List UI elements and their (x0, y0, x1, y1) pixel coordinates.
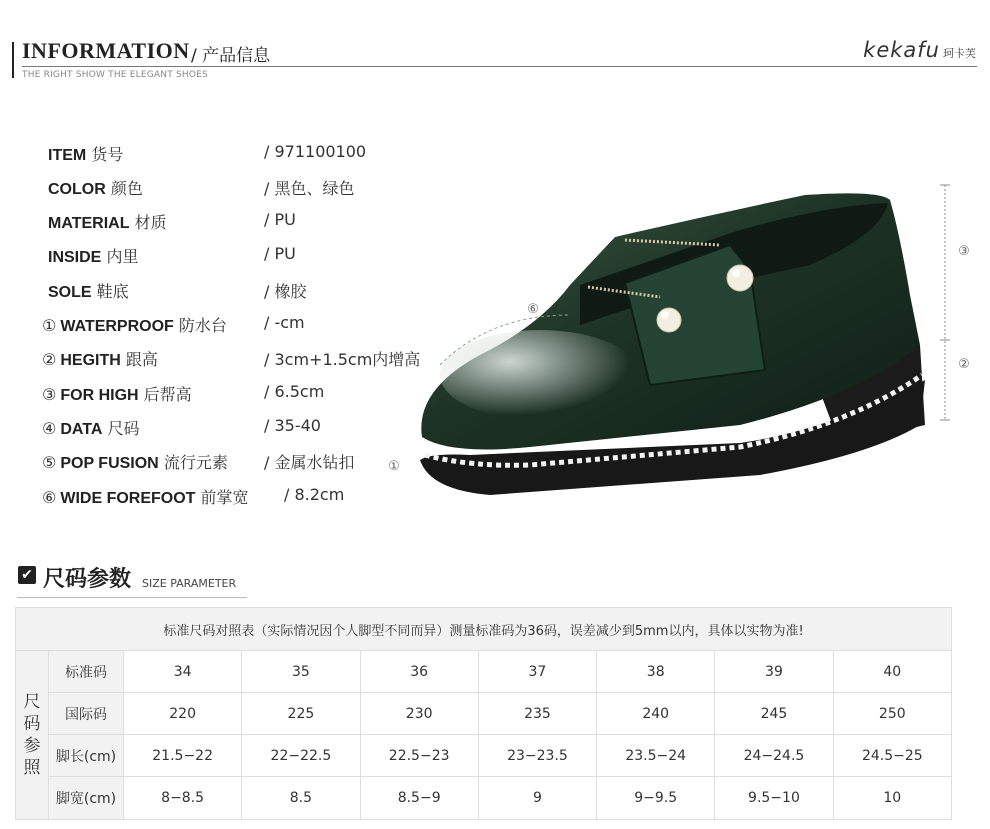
marker-1: ① (388, 459, 400, 474)
pearl-highlight (732, 269, 740, 277)
table-cell: 9 (478, 777, 596, 820)
table-cell: 250 (833, 693, 951, 735)
table-cell: 240 (597, 693, 715, 735)
size-table (15, 607, 952, 820)
info-value: / 971100100 (264, 142, 367, 161)
info-label: SOLE 鞋底 (48, 282, 129, 301)
table-cell: 8.5−9 (360, 777, 478, 820)
shoe-shine (440, 330, 640, 420)
row-header: 脚宽(cm) (49, 777, 124, 820)
table-cell: 225 (242, 693, 360, 735)
info-value: / PU (264, 210, 296, 229)
table-row (16, 693, 952, 735)
info-label: ⑤ POP FUSION 流行元素 (42, 453, 228, 472)
info-value: / 8.2cm (284, 485, 345, 504)
info-value: / 35-40 (264, 416, 321, 435)
info-label: ITEM 货号 (48, 145, 124, 164)
table-cell: 9.5−10 (715, 777, 833, 820)
info-label: INSIDE 内里 (48, 247, 139, 266)
size-table-note: 标准尺码对照表（实际情况因个人脚型不同而异）测量标准码为36码，误差减少到5mm以内，具体以实物为准! (16, 608, 952, 651)
pearl-highlight (661, 311, 669, 319)
table-cell: 245 (715, 693, 833, 735)
table-cell: 22.5−23 (360, 735, 478, 777)
size-section-divider (17, 597, 247, 598)
section-subtitle: THE RIGHT SHOW THE ELEGANT SHOES (22, 70, 208, 80)
table-cell: 24−24.5 (715, 735, 833, 777)
info-value: / -cm (264, 313, 305, 332)
table-cell: 37 (478, 651, 596, 693)
table-cell: 8.5 (242, 777, 360, 820)
info-label: COLOR 颜色 (48, 179, 143, 198)
section-title-cn: / 产品信息 (191, 46, 271, 66)
table-row (16, 651, 952, 693)
marker-2: ② (958, 357, 970, 372)
pearl-icon (727, 265, 753, 291)
marker-6: ⑥ (527, 302, 539, 317)
size-section-title: 尺码参数 (43, 567, 132, 592)
table-cell: 235 (478, 693, 596, 735)
checkbox-icon: ✔ (18, 566, 36, 584)
table-cell: 38 (597, 651, 715, 693)
info-label: ② HEGITH 跟高 (42, 350, 158, 369)
table-cell: 22−22.5 (242, 735, 360, 777)
table-cell: 220 (124, 693, 242, 735)
table-cell: 23.5−24 (597, 735, 715, 777)
table-row (16, 735, 952, 777)
row-header: 脚长(cm) (49, 735, 124, 777)
table-cell: 34 (124, 651, 242, 693)
info-value: / 3cm+1.5cm内增高 (264, 350, 421, 369)
table-row (16, 777, 952, 820)
info-label: ③ FOR HIGH 后帮高 (42, 385, 192, 404)
section-title: INFORMATION (22, 38, 190, 63)
table-cell: 10 (833, 777, 951, 820)
table-cell: 24.5−25 (833, 735, 951, 777)
size-section-subtitle: SIZE PARAMETER (142, 577, 237, 590)
table-cell: 8−8.5 (124, 777, 242, 820)
row-header: 标准码 (49, 651, 124, 693)
table-cell: 9−9.5 (597, 777, 715, 820)
shoe-illustration (388, 175, 990, 515)
table-cell: 39 (715, 651, 833, 693)
header-accent-bar (12, 42, 14, 78)
brand-name-cn: 珂卡芙 (943, 47, 976, 60)
info-value: / 金属水钻扣 (264, 453, 355, 472)
info-label: ⑥ WIDE FOREFOOT 前掌宽 (42, 488, 249, 507)
brand-logo (863, 38, 976, 62)
info-label: MATERIAL 材质 (48, 213, 167, 232)
marker-3: ③ (958, 244, 970, 259)
table-cell: 21.5−22 (124, 735, 242, 777)
table-cell: 40 (833, 651, 951, 693)
info-label: ④ DATA 尺码 (42, 419, 140, 438)
info-value: / 6.5cm (264, 382, 325, 401)
brand-logo-text: kekafu (863, 38, 940, 62)
table-cell: 23−23.5 (478, 735, 596, 777)
table-cell: 36 (360, 651, 478, 693)
table-cell: 230 (360, 693, 478, 735)
header-divider (22, 66, 977, 67)
size-table-side-label: 尺 码 参 照 (16, 651, 49, 820)
info-value: / PU (264, 244, 296, 263)
table-cell: 35 (242, 651, 360, 693)
pearl-icon (657, 308, 681, 332)
info-value: / 橡胶 (264, 282, 307, 301)
row-header: 国际码 (49, 693, 124, 735)
info-value: / 黑色、绿色 (264, 179, 355, 198)
info-label: ① WATERPROOF 防水台 (42, 316, 227, 335)
